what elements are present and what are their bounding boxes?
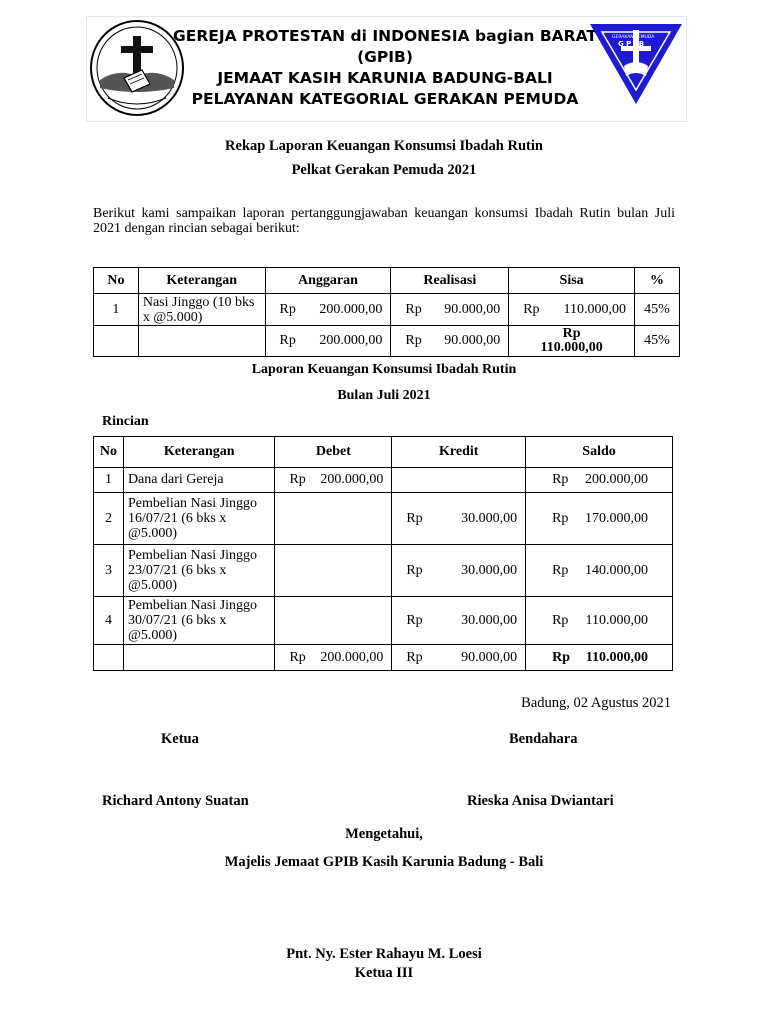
col-header-no: No: [94, 437, 124, 468]
table-row: [94, 468, 673, 493]
signer-ketua-name: Richard Antony Suatan: [102, 793, 249, 809]
table-row: [94, 545, 673, 597]
col-header-kredit: Kredit: [392, 437, 526, 468]
org-name: GEREJA PROTESTAN di INDONESIA bagian BARAT: [173, 27, 597, 45]
cell-no: 1: [94, 468, 124, 493]
detail-period: Bulan Juli 2021: [337, 388, 431, 403]
table-total-row: [94, 645, 673, 671]
cell-debet: [275, 597, 392, 645]
total-realisasi: Rp 90.000,00: [391, 326, 509, 357]
table-row: [94, 493, 673, 545]
cell-keterangan: Pembelian Nasi Jinggo 30/07/21 (6 bks x @5.000): [123, 597, 275, 645]
table-total-row: [94, 326, 680, 357]
cell-debet: [275, 493, 392, 545]
total-debet: Rp 200.000,00: [275, 645, 392, 671]
col-header-sisa: Sisa: [509, 268, 635, 294]
signer-bendahara-name: Rieska Anisa Dwiantari: [467, 793, 614, 809]
cell-saldo: Rp 170.000,00: [526, 493, 673, 545]
congregation-name: JEMAAT KASIH KARUNIA BADUNG-BALI: [217, 69, 553, 87]
col-header-no: No: [94, 268, 139, 294]
cell-percent: 45%: [635, 294, 680, 326]
cell-keterangan: Pembelian Nasi Jinggo 23/07/21 (6 bks x @5.000): [123, 545, 275, 597]
cell-no: 3: [94, 545, 124, 597]
col-header-keterangan: Keterangan: [123, 437, 275, 468]
cell-kredit: [392, 468, 526, 493]
total-kredit: Rp 90.000,00: [392, 645, 526, 671]
total-anggaran: Rp 200.000,00: [265, 326, 391, 357]
cell-saldo: Rp 200.000,00: [526, 468, 673, 493]
gpib-youth-logo: [588, 22, 684, 106]
cell-keterangan: Pembelian Nasi Jinggo 16/07/21 (6 bks x @5.000): [123, 493, 275, 545]
col-header-keterangan: Keterangan: [138, 268, 265, 294]
total-saldo: Rp 110.000,00: [526, 645, 673, 671]
col-header-debet: Debet: [275, 437, 392, 468]
cell-debet: Rp 200.000,00: [275, 468, 392, 493]
ministry-name: PELAYANAN KATEGORIAL GERAKAN PEMUDA: [191, 90, 579, 108]
col-header-realisasi: Realisasi: [391, 268, 509, 294]
budget-summary-table: [93, 267, 680, 357]
cell-keterangan: Dana dari Gereja: [123, 468, 275, 493]
table-row: [94, 294, 680, 326]
cell-kredit: Rp 30.000,00: [392, 545, 526, 597]
intro-paragraph: Berikut kami sampaikan laporan pertanggungjawaban keuangan konsumsi Ibadah Rutin bulan Juli 2021 dengan rincian sebagai berikut:: [93, 206, 675, 236]
col-header-percent: %: [635, 268, 680, 294]
table-row: [94, 597, 673, 645]
place-date: Badung, 02 Agustus 2021: [521, 695, 671, 711]
signer-council-name: Pnt. Ny. Ester Rahayu M. Loesi: [286, 946, 482, 962]
ledger-table: [93, 436, 673, 671]
cell-no: 4: [94, 597, 124, 645]
cell-no: 2: [94, 493, 124, 545]
cell-kredit: Rp 30.000,00: [392, 597, 526, 645]
cell-realisasi: Rp 90.000,00: [391, 294, 509, 326]
cell-kredit: Rp 30.000,00: [392, 493, 526, 545]
logo-top-text: GERAKAN PEMUDA: [612, 35, 655, 40]
acknowledged-label: Mengetahui,: [345, 826, 423, 842]
col-header-saldo: Saldo: [526, 437, 673, 468]
council-name: Majelis Jemaat GPIB Kasih Karunia Badung - Bali: [224, 854, 544, 870]
cell-debet: [275, 545, 392, 597]
role-bendahara: Bendahara: [509, 731, 578, 747]
signer-council-role: Ketua III: [354, 965, 414, 981]
total-percent: 45%: [635, 326, 680, 357]
cell-saldo: Rp 140.000,00: [526, 545, 673, 597]
cell-sisa: Rp 110.000,00: [509, 294, 635, 326]
detail-title: Laporan Keuangan Konsumsi Ibadah Rutin: [251, 362, 517, 377]
cell-anggaran: Rp 200.000,00: [265, 294, 391, 326]
cell-keterangan: Nasi Jinggo (10 bks x @5.000): [138, 294, 265, 326]
cell-no: 1: [94, 294, 139, 326]
org-abbrev: (GPIB): [357, 48, 413, 66]
total-sisa: Rp 110.000,00: [509, 326, 635, 357]
logo-gpib-text: G P I B: [618, 40, 645, 48]
col-header-anggaran: Anggaran: [265, 268, 391, 294]
report-subtitle: Pelkat Gerakan Pemuda 2021: [291, 162, 477, 178]
role-ketua: Ketua: [161, 731, 199, 747]
cell-saldo: Rp 110.000,00: [526, 597, 673, 645]
rincian-label: Rincian: [102, 414, 149, 429]
report-title: Rekap Laporan Keuangan Konsumsi Ibadah Rutin: [225, 138, 543, 154]
